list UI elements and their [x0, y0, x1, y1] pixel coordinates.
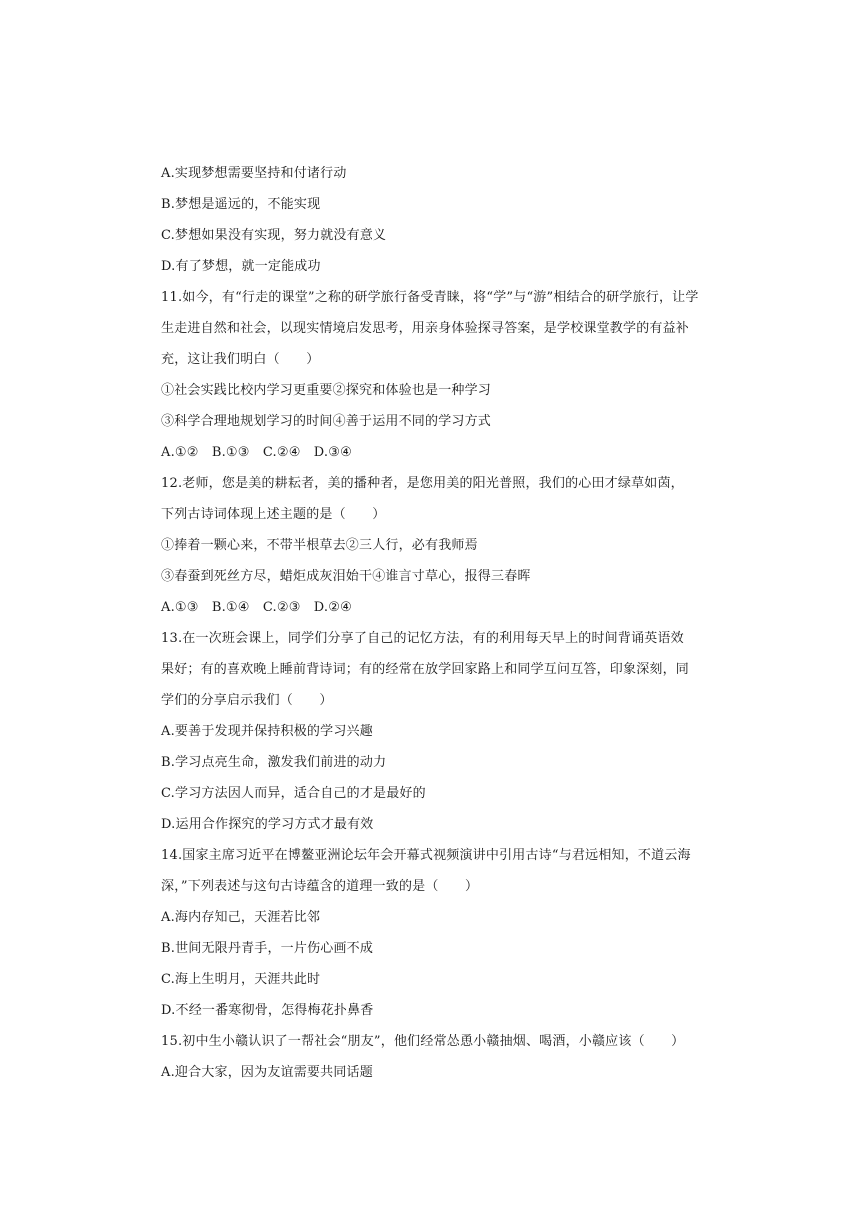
q11-stem-line-3: 充，这让我们明白（ ）: [161, 352, 320, 367]
q11-stem-line-1: 11.如今，有“行走的课堂”之称的研学旅行备受青睐，将“学”与“游”相结合的研学旅行，让学: [161, 290, 699, 305]
q13-option-a: A.要善于发现并保持积极的学习兴趣: [161, 724, 373, 739]
q11-options: A.①② B.①③ C.②④ D.③④: [161, 445, 352, 460]
q13-stem-line-2: 果好；有的喜欢晚上睡前背诗词；有的经常在放学回家路上和同学互问互答，印象深刻，同: [161, 662, 690, 677]
q13-stem-line-1: 13.在一次班会课上，同学们分享了自己的记忆方法，有的利用每天早上的时间背诵英语效: [161, 631, 684, 646]
q14-stem-line-2: 深，”下列表述与这句古诗蕴含的道理一致的是（ ）: [161, 879, 479, 894]
q13-stem-line-3: 学们的分享启示我们（ ）: [161, 693, 333, 708]
q12-stem-line-2: 下列古诗词体现上述主题的是（ ）: [161, 507, 386, 522]
q13-option-d: D.运用合作探究的学习方式才最有效: [161, 817, 374, 832]
q15-stem-line-1: 15.初中生小赣认识了一帮社会“朋友”，他们经常怂恿小赣抽烟、喝酒，小赣应该（ ）: [161, 1034, 685, 1049]
q15-option-a: A.迎合大家，因为友谊需要共同话题: [161, 1065, 373, 1080]
q10-option-c: C.梦想如果没有实现，努力就没有意义: [161, 228, 387, 243]
q14-option-d: D.不经一番寒彻骨，怎得梅花扑鼻香: [161, 1003, 374, 1018]
q14-stem-line-1: 14.国家主席习近平在博鳌亚洲论坛年会开幕式视频演讲中引用古诗“与君远相知，不道云海: [161, 848, 691, 863]
q14-option-b: B.世间无限丹青手，一片伤心画不成: [161, 941, 374, 956]
q11-statements-1: ①社会实践比校内学习更重要②探究和体验也是一种学习: [161, 383, 492, 398]
q12-statements-1: ①捧着一颗心来，不带半根草去②三人行，必有我师焉: [161, 538, 478, 553]
q12-options: A.①③ B.①④ C.②③ D.②④: [161, 600, 352, 615]
q12-statements-2: ③春蚕到死丝方尽，蜡炬成灰泪始干④谁言寸草心，报得三春晖: [161, 569, 531, 584]
q11-statements-2: ③科学合理地规划学习的时间④善于运用不同的学习方式: [161, 414, 492, 429]
document-page: [161, 158, 721, 1088]
q10-option-a: A.实现梦想需要坚持和付诸行动: [161, 166, 347, 181]
q14-option-a: A.海内存知己，天涯若比邻: [161, 910, 321, 925]
q13-option-b: B.学习点亮生命，激发我们前进的动力: [161, 755, 387, 770]
q13-option-c: C.学习方法因人而异，适合自己的才是最好的: [161, 786, 426, 801]
q14-option-c: C.海上生明月，天涯共此时: [161, 972, 321, 987]
q12-stem-line-1: 12.老师，您是美的耕耘者，美的播种者，是您用美的阳光普照，我们的心田才绿草如茵，: [161, 476, 684, 491]
q10-option-b: B.梦想是遥远的，不能实现: [161, 197, 321, 212]
q11-stem-line-2: 生走进自然和社会，以现实情境启发思考，用亲身体验探寻答案，是学校课堂教学的有益补: [161, 321, 690, 336]
q10-option-d: D.有了梦想，就一定能成功: [161, 259, 321, 274]
